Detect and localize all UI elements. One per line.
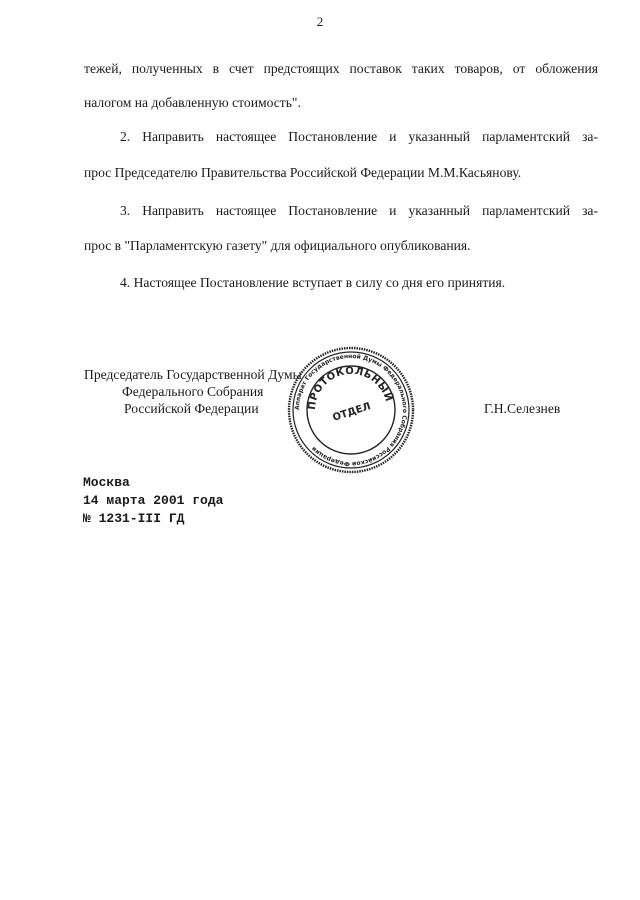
official-stamp — [286, 345, 416, 475]
paragraph-2-line-1: 2. Направить настоящее Постановление и указанный парламентский за- — [120, 129, 598, 144]
document-number: № 1231-III ГД — [83, 511, 185, 526]
signatory-title-line-1: Председатель Государственной Думы — [84, 367, 302, 382]
document-date: 14 марта 2001 года — [83, 493, 224, 508]
body-line-2: налогом на добавленную стоимость". — [84, 95, 301, 110]
signatory-title-line-3: Российской Федерации — [124, 401, 259, 416]
signatory-name: Г.Н.Селезнев — [484, 401, 561, 416]
paragraph-4-line-1: 4. Настоящее Постановление вступает в силу со дня его принятия. — [120, 275, 506, 290]
document-city: Москва — [83, 475, 130, 490]
stamp-inner-text: ПРОТОКОЛЬНЫЙ — [306, 365, 395, 411]
body-line-1: тежей, полученных в счет предстоящих поставок таких товаров, от обложения — [84, 61, 598, 76]
signatory-title-line-2: Федерального Собрания — [122, 384, 264, 399]
stamp-outer-text: Аппарат Государственной Думы Федерального Собрания Российской Федерации — [293, 352, 409, 468]
paragraph-2-line-2: прос Председателю Правительства Российской Федерации М.М.Касьянову. — [84, 165, 522, 180]
paragraph-3-line-1: 3. Направить настоящее Постановление и указанный парламентский за- — [120, 203, 598, 218]
page-number: 2 — [316, 14, 324, 29]
paragraph-3-line-2: прос в "Парламентскую газету" для официального опубликования. — [84, 238, 471, 253]
stamp-center-text: ОТДЕЛ — [331, 401, 373, 424]
